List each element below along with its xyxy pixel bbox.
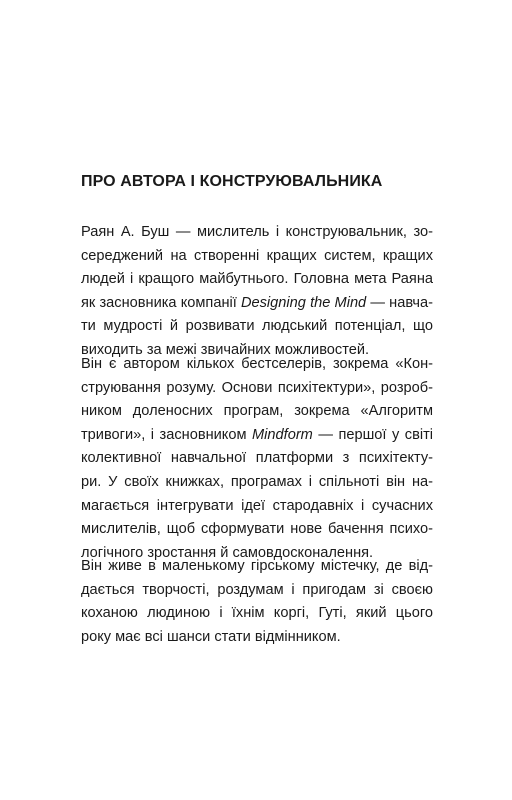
text-line	[81, 268, 433, 292]
text-line	[81, 315, 433, 339]
text-segment: логічного зростання й самовдосконалення.	[81, 544, 374, 561]
text-segment: Він живе в маленькому гірському містечку, де від-	[81, 558, 433, 574]
text-line	[81, 353, 433, 377]
text-line	[81, 377, 433, 401]
paragraph-works	[81, 353, 433, 565]
text-segment: тривоги», і засновником	[81, 426, 253, 443]
text-segment: струювання розуму. Основи психітектури», розроб-	[81, 379, 433, 396]
text-segment: — навча-	[366, 294, 434, 311]
text-segment: виходить за межі звичайних можливостей.	[81, 341, 370, 358]
text-line	[81, 447, 433, 471]
text-segment: ником доленосних програм, зокрема «Алгоритм	[81, 403, 433, 420]
text-line	[81, 495, 433, 519]
text-segment: як засновника компанії	[81, 294, 241, 311]
text-line	[81, 245, 433, 269]
text-line	[81, 555, 433, 579]
text-line	[81, 471, 433, 495]
text-line	[81, 602, 433, 626]
text-segment: людей і кращого майбутнього. Головна мета Раяна	[81, 271, 433, 288]
paragraph-life	[81, 555, 433, 649]
text-line	[81, 579, 433, 603]
italic-text: Mindform	[252, 426, 313, 443]
text-segment: Він є автором кількох бестселерів, зокрема «Кон-	[81, 356, 433, 372]
text-segment: колективної навчальної платформи з психітекту-	[81, 450, 433, 467]
text-segment: коханою людиною і їхнім коргі, Гуті, який цього	[81, 605, 433, 622]
text-line	[81, 400, 433, 424]
text-segment: ри. У своїх книжках, програмах і спільноті він на-	[81, 473, 433, 490]
text-line	[81, 221, 433, 245]
text-line	[81, 518, 433, 542]
section-heading: ПРО АВТОРА І КОНСТРУЮВАЛЬНИКА	[81, 173, 383, 190]
text-line	[81, 424, 433, 448]
text-segment: дається творчості, роздумам і пригодам зі своєю	[81, 581, 433, 598]
text-line	[81, 626, 433, 650]
text-segment: Раян А. Буш — мислитель і конструювальник, зо-	[81, 224, 433, 240]
text-segment: мислителів, щоб сформувати нове бачення психо-	[81, 521, 433, 538]
text-segment: — першої у світі	[312, 426, 433, 443]
paragraph-intro	[81, 221, 433, 363]
text-segment: року має всі шанси стати відмінником.	[81, 628, 341, 645]
italic-text: Designing the Mind	[240, 294, 367, 311]
text-segment: магається інтегрувати ідеї стародавніх і сучасних	[81, 497, 433, 514]
text-line	[81, 292, 433, 316]
text-segment: середжений на створенні кращих систем, кращих	[81, 247, 433, 264]
text-segment: ти мудрості й розвивати людський потенціал, що	[81, 318, 433, 335]
